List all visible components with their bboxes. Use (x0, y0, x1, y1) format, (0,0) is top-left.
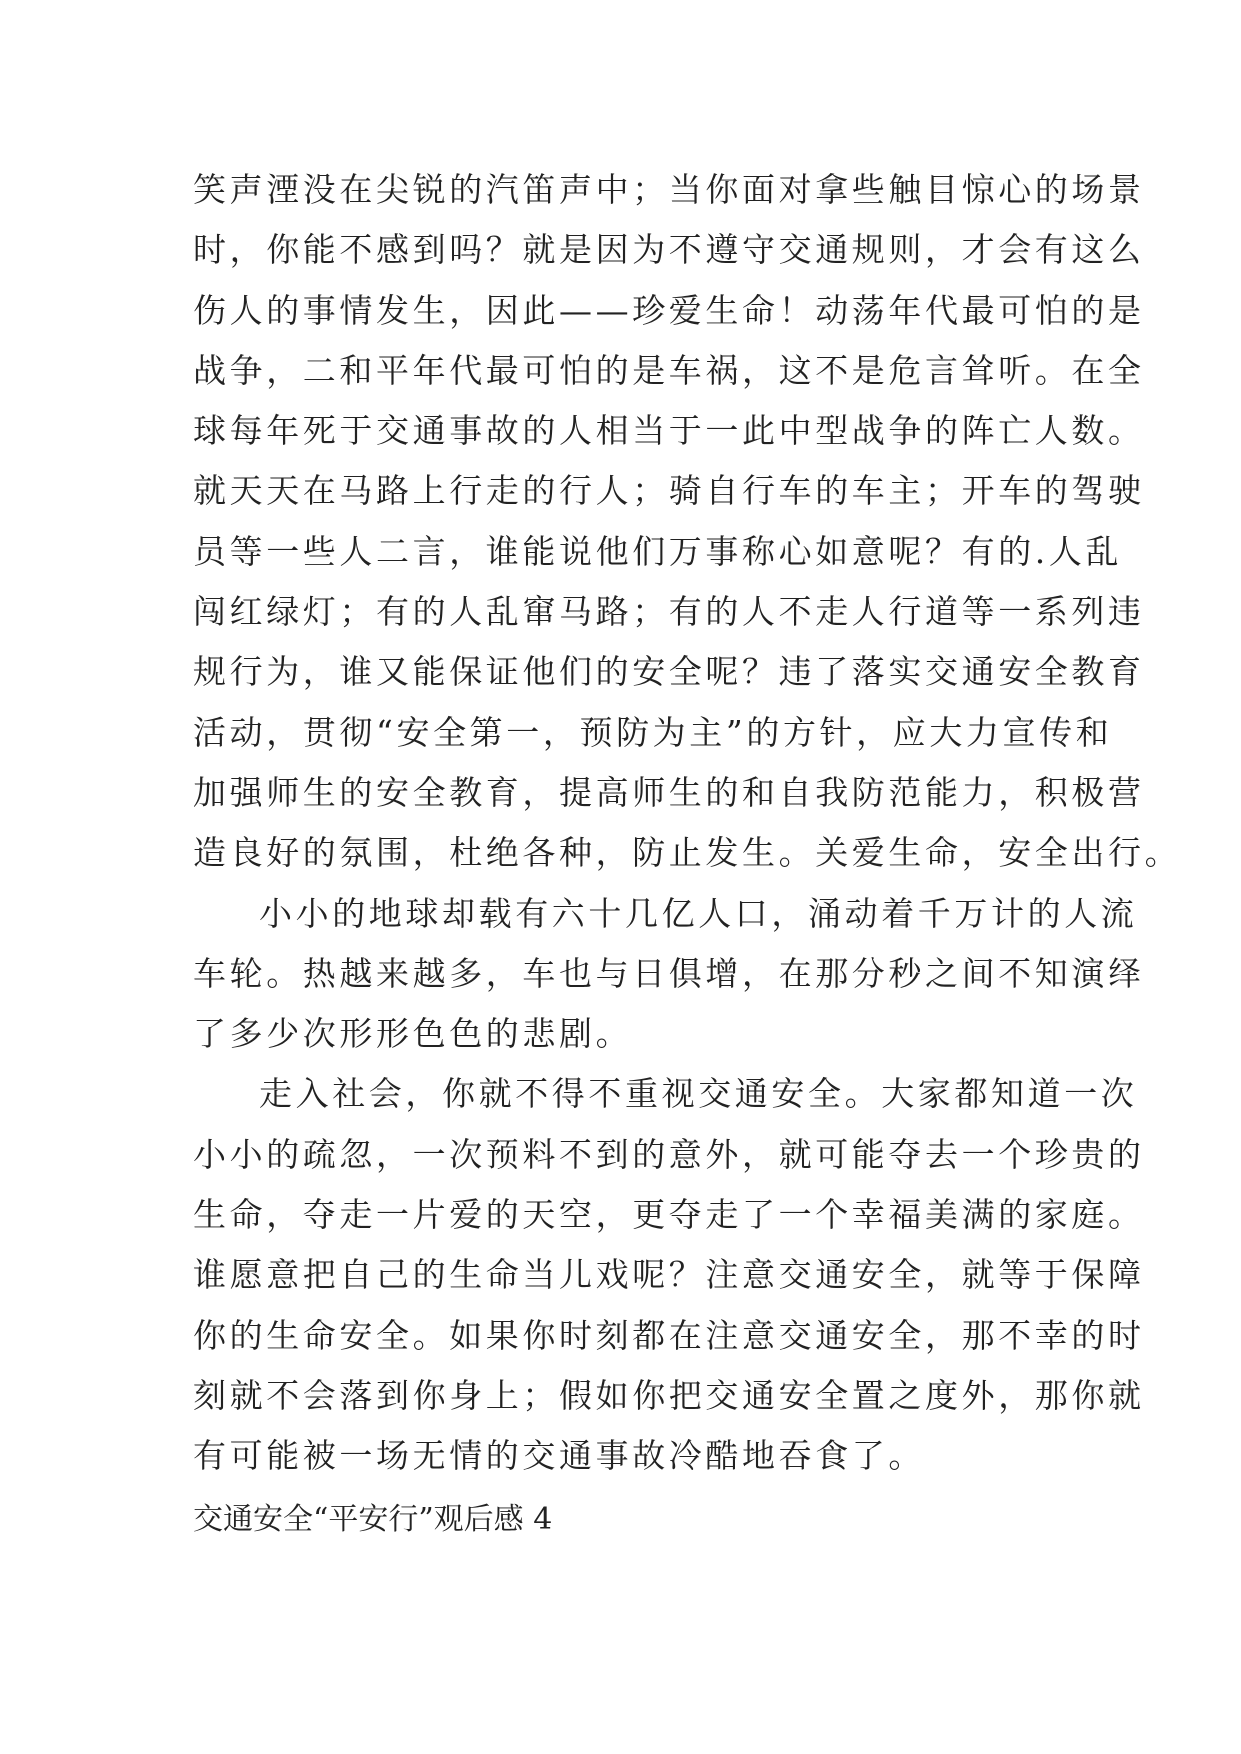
body-text (193, 160, 1182, 1487)
text-line: 走入社会，你就不得不重视交通安全。大家都知道一次 (259, 1074, 1138, 1114)
text-line: 你的生命安全。如果你时刻都在注意交通安全，那不幸的时 (193, 1315, 1145, 1355)
paragraph-3 (193, 1064, 1145, 1486)
text-line: 闯红绿灯；有的人乱窜马路；有的人不走人行道等一系列违 (193, 592, 1145, 632)
text-line: 刻就不会落到你身上；假如你把交通安全置之度外，那你就 (193, 1375, 1145, 1415)
text-line: 笑声湮没在尖锐的汽笛声中；当你面对拿些触目惊心的场景 (193, 170, 1145, 209)
text-line: 加强师生的安全教育，提高师生的和自我防范能力，积极营 (193, 772, 1145, 812)
text-line: 伤人的事情发生，因此——珍爱生命！动荡年代最可怕的是 (193, 290, 1145, 330)
text-line: 就天天在马路上行走的行人；骑自行车的车主；开车的驾驶 (193, 471, 1145, 511)
text-line: 有可能被一场无情的交通事故冷酷地吞食了。 (193, 1436, 925, 1476)
text-line: 球每年死于交通事故的人相当于一此中型战争的阵亡人数。 (193, 411, 1145, 451)
paragraph-1 (193, 160, 1182, 884)
text-line: 造良好的氛围，杜绝各种，防止发生。关爱生命，安全出行。 (193, 833, 1182, 873)
text-line: 谁愿意把自己的生命当儿戏呢？注意交通安全，就等于保障 (193, 1255, 1145, 1295)
text-line: 小小的疏忽，一次预料不到的意外，就可能夺去一个珍贵的 (193, 1134, 1145, 1174)
text-line: 生命，夺走一片爱的天空，更夺走了一个幸福美满的家庭。 (193, 1195, 1145, 1235)
text-line: 活动，贯彻“安全第一，预防为主”的方针，应大力宣传和 (193, 712, 1113, 752)
text-line: 员等一些人二言，谁能说他们万事称心如意呢？有的.人乱 (193, 531, 1123, 571)
text-line: 了多少次形形色色的悲剧。 (193, 1014, 633, 1054)
paragraph-2 (193, 884, 1145, 1065)
section-heading: 交通安全“平安行”观后感 4 (193, 1502, 553, 1537)
text-line: 车轮。热越来越多，车也与日俱增，在那分秒之间不知演绎 (193, 953, 1145, 993)
text-line: 时，你能不感到吗？就是因为不遵守交通规则，才会有这么 (193, 230, 1145, 270)
text-line: 小小的地球却载有六十几亿人口，涌动着千万计的人流 (259, 893, 1138, 933)
text-line: 战争，二和平年代最可怕的是车祸，这不是危言耸听。在全 (193, 350, 1145, 390)
text-line: 规行为，谁又能保证他们的安全呢？违了落实交通安全教育 (193, 652, 1145, 692)
